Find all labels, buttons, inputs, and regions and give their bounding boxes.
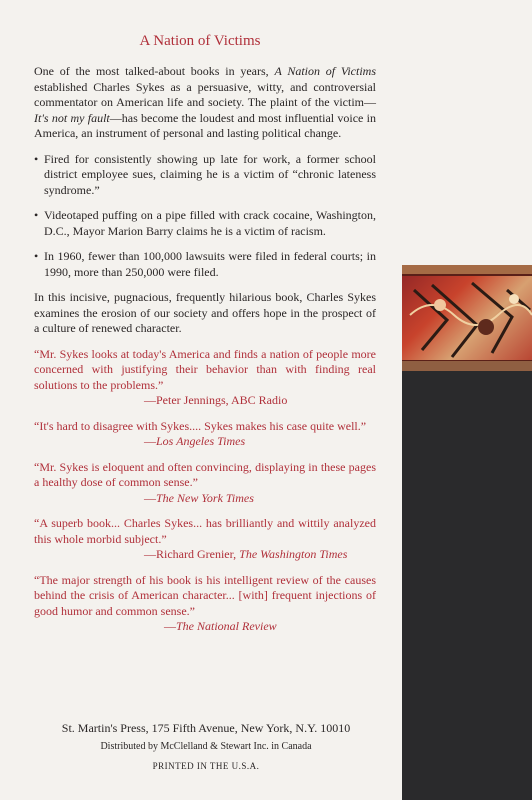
intro-text-3: —has become the loudest and most influential voice in America, an instrument of personal and lasting political change. — [34, 110, 376, 140]
bullet-icon: • — [34, 151, 39, 166]
review-quote — [34, 460, 376, 507]
printed-note: PRINTED IN THE U.S.A. — [152, 761, 260, 771]
pattern-art-icon — [402, 265, 532, 371]
bullet-icon: • — [34, 208, 39, 222]
quote-attribution: —The New York Times — [144, 490, 254, 505]
page-title: A Nation of Victims — [139, 33, 261, 49]
bullet-item: • Videotaped puffing on a pipe filled with crack cocaine, Washington, D.C., Mayor Marion Barry claims he is a victim of racism. — [34, 208, 376, 238]
quote-text: “Mr. Sykes looks at today's America and finds a nation of people more concerned with justifying their behavior than with finding real solutions to the problems.” — [34, 346, 376, 392]
quote-attribution: —Los Angeles Times — [144, 434, 246, 448]
intro-paragraph — [34, 64, 376, 142]
bullet-item: • In 1960, fewer than 100,000 lawsuits were filed in federal courts; in 1990, more than 250,000 were filed. — [34, 249, 376, 279]
quote-attribution: —Richard Grenier, The Washington Times — [144, 547, 348, 561]
description-paragraph: In this incisive, pugnacious, frequently hilarious book, Charles Sykes examines the erosion of our society and offers hope in the prospect of a culture of renewed character. — [34, 290, 376, 335]
review-quote — [34, 573, 376, 635]
back-cover-text — [34, 64, 376, 645]
quote-text: “It's hard to disagree with Sykes.... Sykes makes his case quite well.” — [34, 418, 367, 433]
intro-phrase: It's not my fault — [34, 110, 110, 125]
bullet-icon: • — [34, 249, 39, 263]
distribution-note: Distributed by McClelland & Stewart Inc. in Canada — [100, 741, 312, 752]
bullet-item: • Fired for consistently showing up late for work, a former school district employee sues, claiming he is a victim of “chronic lateness syndrome.” — [34, 151, 376, 197]
publisher-address: St. Martin's Press, 175 Fifth Avenue, New York, N.Y. 10010 — [61, 721, 351, 735]
quote-text: “Mr. Sykes is eloquent and often convincing, displaying in these pages a healthy dose of common sense.” — [34, 459, 376, 489]
review-quote — [34, 516, 376, 563]
quote-text: “The major strength of his book is his intelligent review of the causes behind the crisis of American character... [with] frequent injections of good humor and common sense.” — [34, 572, 376, 618]
spine-art-pattern — [402, 265, 532, 371]
review-quote — [34, 419, 376, 450]
review-quote — [34, 347, 376, 409]
bullet-list — [34, 152, 376, 281]
quote-attribution: —Peter Jennings, ABC Radio — [144, 393, 288, 407]
quote-attribution: —The National Review — [164, 619, 277, 633]
spine-dark-panel — [402, 371, 532, 800]
intro-book-title: A Nation of Victims — [274, 64, 376, 78]
intro-text-1: One of the most talked-about books in years, — [34, 64, 275, 78]
intro-text-2: established Charles Sykes as a persuasive, witty, and controversial commentator on American life and society. The plaint of the victim— — [34, 79, 376, 109]
quote-text: “A superb book... Charles Sykes... has brilliantly and wittily analyzed this whole morbid subject.” — [34, 516, 376, 546]
